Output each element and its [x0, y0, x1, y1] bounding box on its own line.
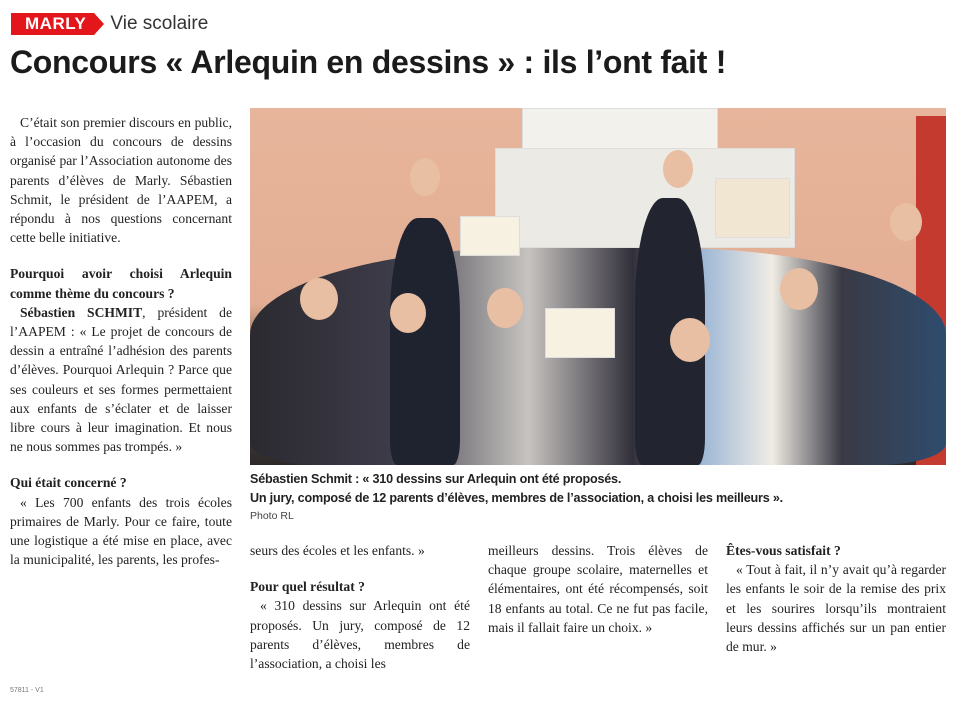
answer-1-text: , président de l’AAPEM : « Le projet de concours de dessin a entraîné l’adhésion des parents d’élèves. Pourquoi Arlequin ? Parce que ses couleurs et ses formes permettaient aux enfants de s’éclater et de laisser libre cours à leur imagination. Et nous ne nous sommes pas trompés. »	[10, 304, 232, 455]
article-photo	[250, 108, 946, 465]
page-code: 57811 - V1	[10, 687, 44, 694]
caption-line-2: Un jury, composé de 12 parents d’élèves, membres de l’association, a choisi les meilleurs ».	[250, 491, 783, 505]
headline: Concours « Arlequin en dessins » : ils l’ont fait !	[10, 44, 727, 80]
question-3: Pour quel résultat ?	[250, 579, 365, 595]
article-column-2	[250, 541, 470, 673]
section-tag: MARLY	[11, 13, 94, 35]
answer-3-part2: meilleurs dessins. Trois élèves de chaque groupe scolaire, maternelles et élémentaires, ont été récompensés, soit 18 enfants au total. Ce ne fut pas facile, mais il fallait faire un choix. »	[488, 543, 708, 635]
article-column-3	[488, 541, 708, 637]
answer-2-part2: seurs des écoles et les enfants. »	[250, 543, 425, 558]
article-column-1	[10, 113, 232, 569]
photo-caption	[250, 470, 950, 508]
rubric: Vie scolaire	[110, 13, 209, 34]
answer-2-part1: « Les 700 enfants des trois écoles primaires de Marly. Pour ce faire, toute une logistique a été mise en place, avec la municipalité, les parents, les profes-	[10, 494, 232, 568]
answer-1	[10, 303, 232, 457]
question-4: Êtes-vous satisfait ?	[726, 543, 841, 558]
article-column-4	[726, 541, 946, 656]
section-kicker	[11, 13, 208, 35]
caption-line-1: Sébastien Schmit : « 310 dessins sur Arlequin ont été proposés.	[250, 472, 622, 486]
speaker-name: Sébastien SCHMIT	[20, 304, 143, 320]
intro-paragraph: C’était son premier discours en public, à l’occasion du concours de dessins organisé par l’Association autonome des parents d’élèves de Marly. Sébastien Schmit, le président de l’AAPEM, a répondu à nos questions concernant cette belle initiative.	[10, 115, 232, 246]
answer-4: « Tout à fait, il n’y avait qu’à regarder les enfants le soir de la remise des prix et les sourires lorsqu’ils montraient leurs dessins affichés sur un pan entier de mur. »	[726, 562, 946, 655]
photo-credit: Photo RL	[250, 510, 294, 522]
question-2: Qui était concerné ?	[10, 475, 127, 491]
answer-3-part1: « 310 dessins sur Arlequin ont été proposés. Un jury, composé de 12 parents d’élèves, membres de l’association, a choisi les	[250, 598, 470, 672]
question-1: Pourquoi avoir choisi Arlequin comme thème du concours ?	[10, 266, 232, 301]
